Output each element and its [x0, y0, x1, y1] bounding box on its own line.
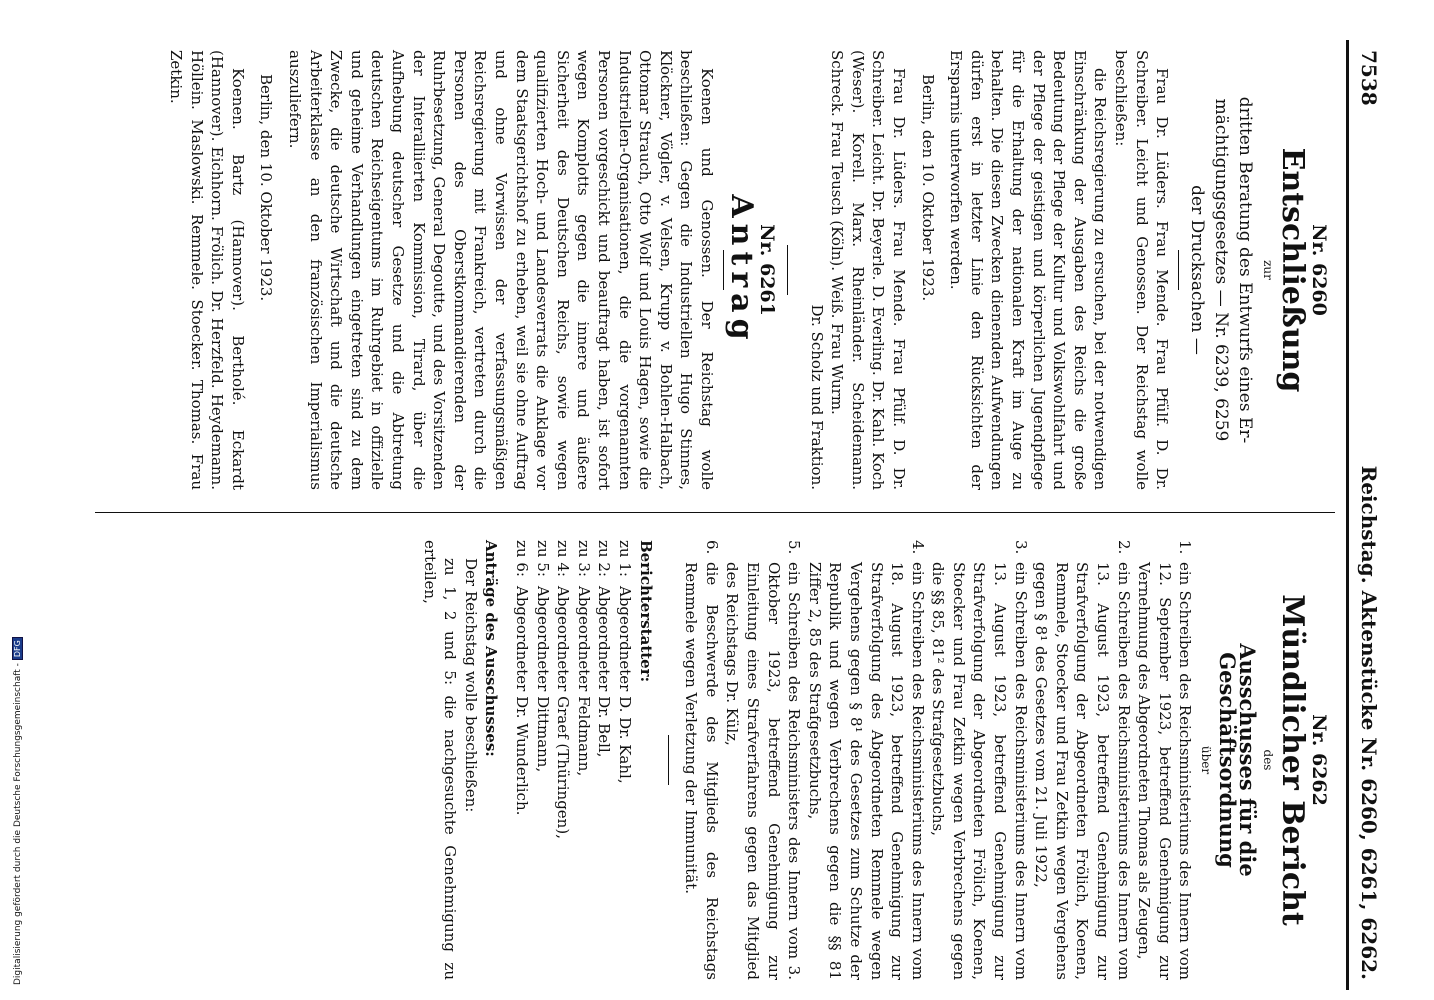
berichterstatter-title: Berichterstatter: [636, 540, 655, 683]
subtitle-line-3: der Drucksachen — [1187, 185, 1208, 355]
running-title: Reichstag. Aktenstücke Nr. 6260, 6261, 6262. [1357, 465, 1381, 980]
header-rule [1346, 40, 1349, 990]
page-header [1353, 50, 1385, 980]
antrag-signers: Koenen. Bartz (Hannover). Bertholé. Eckardt (Hannover). Eichhorn. Frölich. Dr. Herzfeld. Heydemann. Höllein. Maslowski. Remmele. Stoecker. Thomas. Frau Zetkin. [167, 50, 247, 490]
zur-label: zur [1260, 260, 1275, 280]
nr-6260: Nr. 6260 [1308, 224, 1330, 316]
berichterstatter-row: zu 3: Abgeordneter Feldmann, [574, 540, 593, 777]
berichterstatter-row: zu 6: Abgeordneter Dr. Wunderlich. [513, 540, 532, 816]
nr-6262: Nr. 6262 [1308, 714, 1330, 806]
antraege-item: zu 1, 2 und 5: die nachgesuchte Genehmigung zu erteilen, [420, 540, 460, 980]
antrag-body: Koenen und Genossen. Der Reichstag wolle beschließen: Gegen die Industriellen Hugo Stinnes, Klöckner, Vögler, v. Velsen, Krupp v. Bohlen-Halbach, Ottomar Strauch, Otto Wolf und Louis Hagen, sowie die Industriellen-Organisationen, die die vorgenannten Personen vorgeschickt und beauftragt haben, ist sofort wegen Komplotts gegen die innere und äußere Sicherheit des Deutschen Reichs, sowie wegen qualifizierten Hoch- und Landesverrats die Anklage vor dem Staatsgerichtshof zu erheben, weil sie ohne Auftrag und ohne Vorwissen der verfassungsmäßigen Reichsregierung mit Frankreich, vertreten durch die Personen des Oberstkommandierenden der Ruhrbesetzung, General Degoutte, und des Vorsitzenden der Interalliierten Kommission, Tirard, über die Aufhebung deutscher Gesetze und die Abtretung deutschen Reichseigentums im Ruhrgebiet in offizielle und geheime Verhandlungen eingetreten sind zu dem Zwecke, die deutsche Wirtschaft und die deutsche Arbeiterklasse an den französischen Imperialismus auszuliefern. [286, 50, 716, 490]
digitization-credit: Digitalisierung gefördert durch die Deutsche Forschungsgemeinschaft -DFG [12, 637, 23, 985]
des-label: des [1260, 749, 1275, 771]
subtitle-line-2: mächtigungsgesetzes — Nr. 6239, 6259 [1211, 98, 1232, 442]
list-item: 6. die Beschwerde des Mitglieds des Reichstags Remmele wegen Verletzung der Immunität. [682, 540, 721, 980]
items-list [681, 540, 1196, 980]
entschliessung-intro: Frau Dr. Lüders. Frau Mende. Frau Pfülf. D. Dr. Schreiber. Leicht und Genossen. Der Reichstag wolle beschließen: [1112, 50, 1172, 490]
list-item: 4. ein Schreiben des Reichsministeriums des Innern vom 18. August 1923, betreffend Genehmigung zur Strafverfolgung des Abgeordneten Remmele wegen Vergehens gegen § 8¹ des Gesetzes zum Schutze der Republik und wegen Verbrechens gegen die §§ 81 Ziffer 2, 85 des Strafgesetzbuchs, [805, 540, 927, 980]
berichterstatter-row: zu 5: Abgeordneter Dittmann, [533, 540, 552, 773]
short-rule [1178, 250, 1179, 290]
entschliessung-date: Berlin, den 10. Oktober 1923. [918, 74, 937, 302]
rotated-page [85, 40, 1385, 990]
list-item: 1. ein Schreiben des Reichsministeriums des Innern vom 12. September 1923, betreffend Genehmigung zur Vernehmung des Abgeordneten Thomas als Zeugen, [1135, 540, 1195, 980]
antraege-title: Anträge des Ausschusses: [482, 540, 501, 757]
berichterstatter-row: zu 4: Abgeordneter Graef (Thüringen), [554, 540, 573, 839]
nr-6261: Nr. 6261 [756, 224, 779, 316]
digitization-sidebar [0, 0, 24, 1000]
dfg-logo: DFG [12, 637, 23, 660]
berichterstatter-row: zu 2: Abgeordneter Dr. Bell, [595, 540, 614, 758]
berichterstatter-list [511, 540, 635, 980]
page-number: 7538 [1357, 50, 1381, 106]
entschliessung-signers: Frau Dr. Lüders. Frau Mende. Frau Pfülf. D. Dr. Schreiber. Leicht. Dr. Beyerle. D. Everling. Dr. Kahl. Koch (Weser). Korell. Marx. Rheinländer. Scheidemann. Schreck. Frau Teusch (Köln). Weiß. Frau Wurm. [828, 50, 909, 490]
antraege-intro: Der Reichstag wolle beschließen: [461, 558, 480, 813]
list-item: 2. ein Schreiben des Reichsministeriums des Innern vom 13. August 1923, betreffend Genehmigung zur Strafverfolgung der Abgeordneten Frölich, Koenen, Remmele, Stoecker und Frau Zetkin wegen Vergehens gegen § 8¹ des Gesetzes vom 21. Juli 1922, [1032, 540, 1133, 980]
subtitle-line-1: dritten Beratung des Entwurfs eines Er- [1235, 96, 1256, 444]
berichterstatter-row: zu 1: Abgeordneter D. Dr. Kahl, [616, 540, 634, 784]
subtitle-ausschuss: Ausschusses für die Geschäftsordnung [1214, 643, 1261, 877]
list-item: 3. ein Schreiben des Reichsministeriums des Innern vom 13. August 1923, betreffend Genehmigung zur Strafverfolgung der Abgeordneten Frölich, Koenen, Stoecker und Frau Zetkin wegen Verbrechens gegen die §§ 85, 81² des Strafgesetzbuchs, [929, 540, 1030, 980]
ueber-label: über [1199, 745, 1214, 775]
title-antrag: Antrag [723, 194, 759, 346]
left-column [166, 50, 1336, 490]
title-entschliessung: Entschließung [1275, 147, 1311, 393]
title-muendlicher-bericht: Mündlicher Bericht [1275, 594, 1311, 926]
entschliessung-closing: Dr. Scholz und Fraktion. [807, 304, 826, 490]
section-rule [787, 245, 788, 295]
antrag-date: Berlin, den 10. Oktober 1923. [257, 74, 276, 302]
right-column [419, 540, 1335, 980]
list-item: 5. ein Schreiben des Reichsministers des Innern vom 3. Oktober 1923, betreffend Genehmigung zur Einleitung eines Strafverfahrens gegen das Mitglied des Reichstags Dr. Külz, [723, 540, 804, 980]
column-divider [95, 512, 1335, 513]
section-rule-3 [668, 735, 669, 785]
entschliessung-body: die Reichsregierung zu ersuchen, bei der notwendigen Einschränkung der Ausgaben des Reichs die große Bedeutung der Pflege der Kultur und Volkswohlfahrt und der Pflege der geistigen und körperlichen Jugendpflege für die Erhaltung der nationalen Kraft im Auge zu behalten. Die diesen Zwecken dienenden Aufwendungen dürfen erst in letzter Linie den Rücksichten der Ersparnis unterworfen werden. [947, 50, 1110, 490]
reichstag-page [85, 40, 1385, 990]
